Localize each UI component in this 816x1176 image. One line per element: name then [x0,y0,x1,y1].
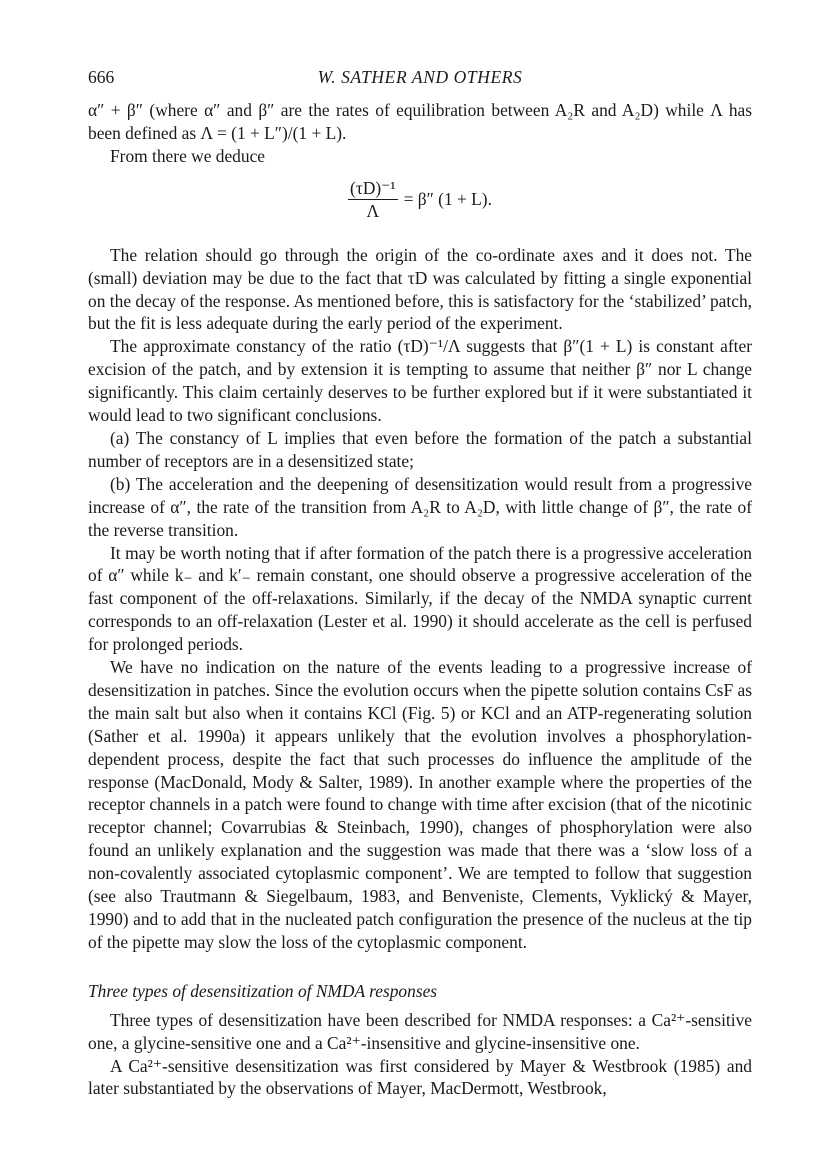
equation [88,168,752,232]
paragraph: The approximate constancy of the ratio (τD)⁻¹/Λ suggests that β″(1 + L) is constant after excision of the patch, and by extension it is tempting to assume that neither β″ nor L change significantly. This claim certainly deserves to be further explored but if it were substantiated it would lead to two significant conclusions. [88,336,752,426]
page-header [88,66,752,90]
paragraph: It may be worth noting that if after formation of the patch there is a progressive acceleration of α″ while k₋ and k′₋ remain constant, one should observe a progressive acceleration of the fast component of the off-relaxations. Similarly, if the decay of the NMDA synaptic current corresponds to an off-relaxation (Lester et al. 1990) it should accelerate as the cell is perfused for prolonged periods. [88,542,752,655]
paragraph: The relation should go through the origin of the co-ordinate axes and it does not. The (small) deviation may be due to the fact that τD was calculated by fitting a single exponential on the decay of the response. As mentioned before, this is satisfactory for the ‘stabilized’ patch, but the fit is less adequate during the early period of the experiment. [88,244,752,334]
paragraph: A Ca²⁺-sensitive desensitization was first considered by Mayer & Westbrook (1985) and later substantiated by the observations of Mayer, MacDermott, Westbrook, [88,1055,752,1099]
equation-numerator: (τD)⁻¹ [350,178,396,199]
running-head: W. SATHER AND OTHERS [317,67,523,87]
main-text [88,99,752,1100]
section-heading: Three types of desensitization of NMDA responses [88,980,438,1001]
paragraph: From there we deduce [110,145,266,166]
paragraph: Three types of desensitization have been described for NMDA responses: a Ca²⁺-sensitive one, a glycine-sensitive one and a Ca²⁺-insensitive and glycine-insensitive one. [88,1009,752,1053]
paragraph: We have no indication on the nature of the events leading to a progressive increase of desensitization in patches. Since the evolution occurs when the pipette solution contains CsF as the main salt but also when it contains KCl (Fig. 5) or KCl and an ATP-regenerating solution (Sather et al. 1990a) it appears unlikely that the evolution involves a phosphorylation-dependent process, despite the fact that such processes do influence the amplitude of the response (MacDonald, Mody & Salter, 1989). In another example where the properties of the receptor channels in a patch were found to change with time after excision (that of the nicotinic receptor channel; Covarrubias & Steinbach, 1990), changes of phosphorylation were also found an unlikely explanation and the suggestion was made that there was a ‘slow loss of a non-covalently associated cytoplasmic component’. We are tempted to follow that suggestion (see also Trautmann & Siegelbaum, 1983, and Benveniste, Clements, Vyklický & Mayer, 1990) and to add that in the nucleated patch configuration the presence of the nucleus at the tip of the pipette may slow the loss of the cytoplasmic component. [88,657,752,952]
equation-denominator: Λ [366,201,380,222]
page-number: 666 [88,67,115,87]
equation-rhs: = β″ (1 + L). [403,189,492,210]
equation-fraction [348,178,398,221]
paragraph: (b) The acceleration and the deepening of desensitization would result from a progressive increase of α″, the rate of the transition from A₂R to A₂D, with little change of β″, the rate of the reverse transition. [88,473,752,540]
paragraph: (a) The constancy of L implies that even before the formation of the patch a substantial number of receptors are in a desensitized state; [88,427,752,471]
paragraph: α″ + β″ (where α″ and β″ are the rates of equilibration between A₂R and A₂D) while Λ has been defined as Λ = (1 + L″)/(1 + L). [88,100,752,143]
